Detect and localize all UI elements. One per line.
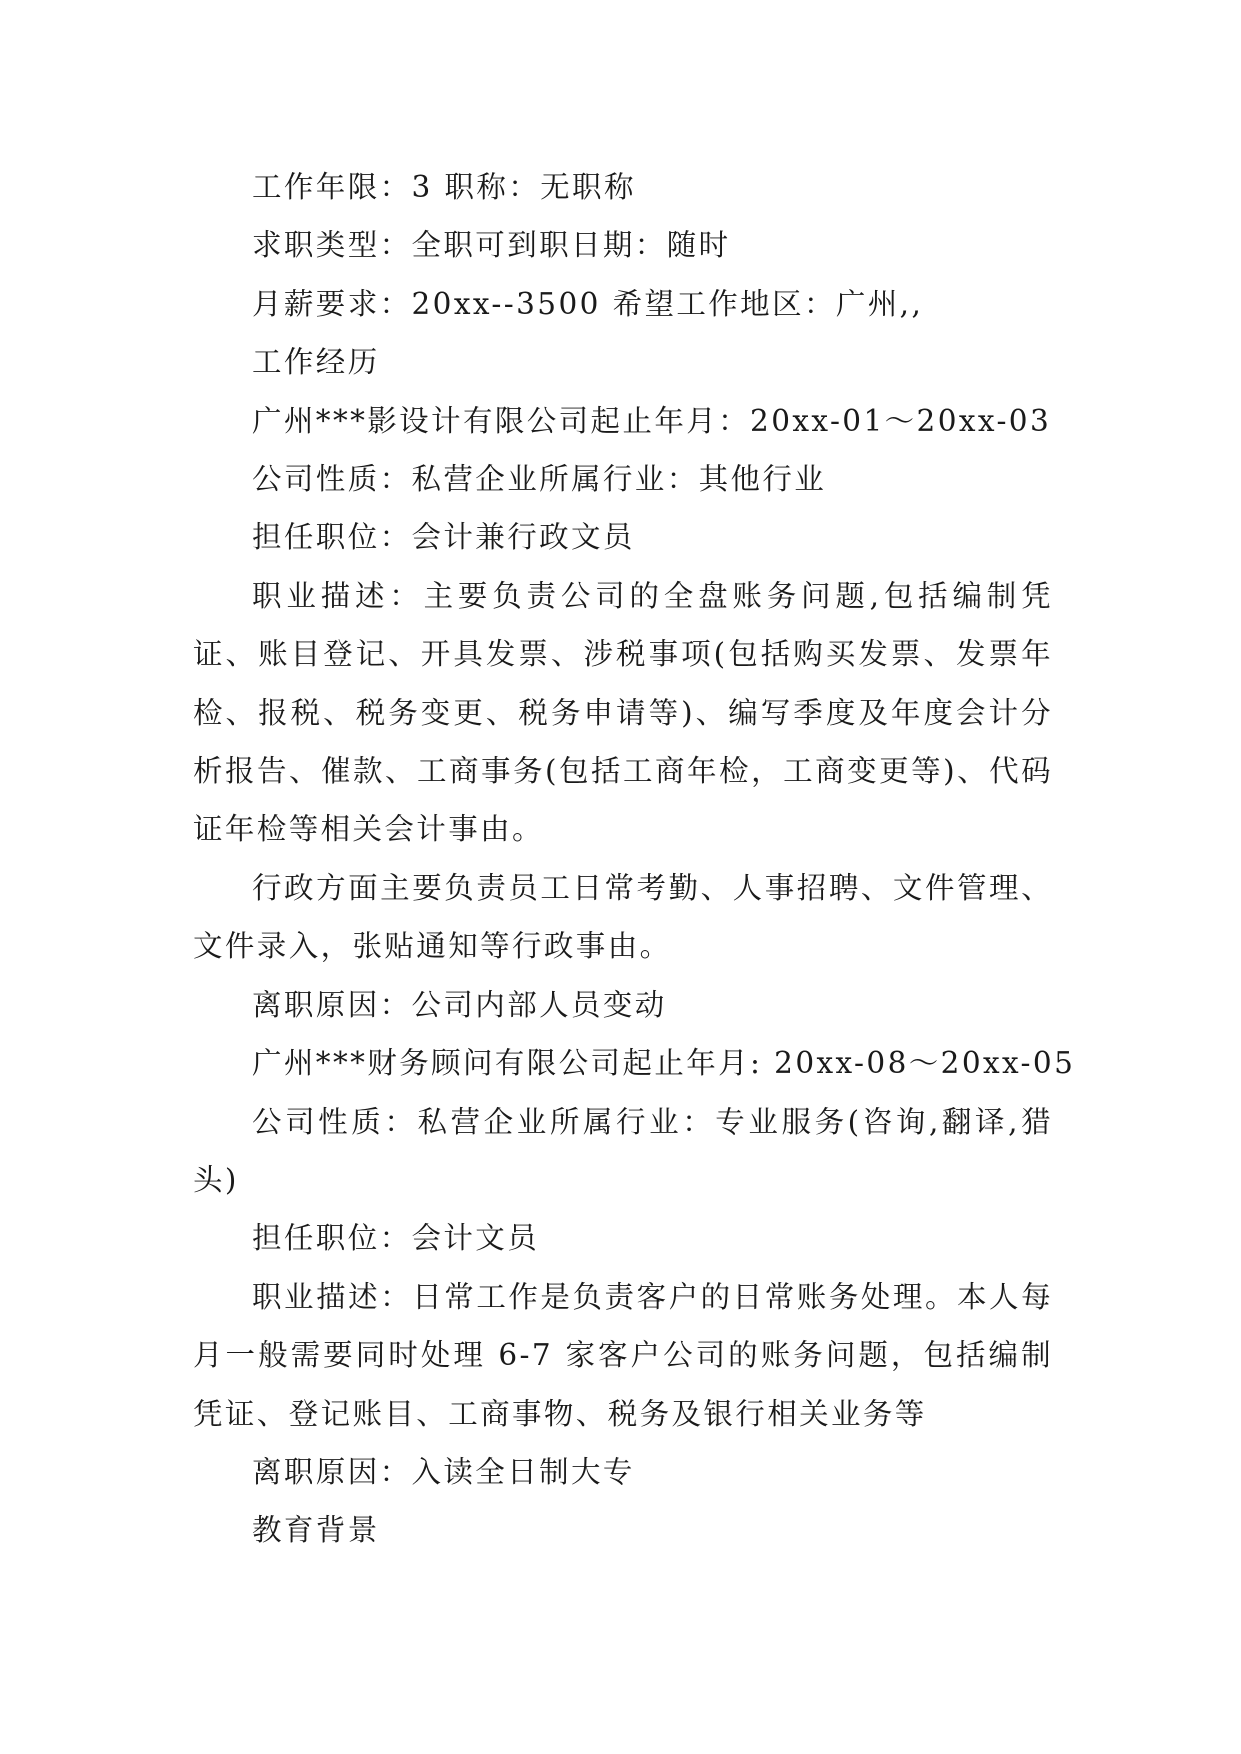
company-2-line: 广州***财务顾问有限公司起止年月: 20xx-08～20xx-05: [252, 1046, 1076, 1081]
company-2-nature: 公司性质：私营企业所属行业：专业服务(咨询,翻译,猎头): [193, 1104, 1053, 1197]
salary-line: 月薪要求：20xx--3500 希望工作地区：广州,,: [252, 286, 924, 321]
resume-body: [193, 158, 1076, 1560]
work-experience-heading: 工作经历: [252, 345, 380, 380]
job-type-line: 求职类型：全职可到职日期：随时: [252, 228, 731, 263]
company-1-nature: 公司性质：私营企业所属行业：其他行业: [252, 462, 827, 497]
company-1-line: 广州***影设计有限公司起止年月：20xx-01～20xx-03: [252, 403, 1052, 438]
education-heading: 教育背景: [252, 1513, 380, 1548]
company-2-leave-reason: 离职原因：入读全日制大专: [252, 1454, 635, 1489]
company-1-leave-reason: 离职原因：公司内部人员变动: [252, 987, 667, 1022]
company-2-position: 担任职位：会计文员: [252, 1221, 540, 1256]
company-1-description: 职业描述：主要负责公司的全盘账务问题,包括编制凭证、账目登记、开具发票、涉税事项(包括购买发票、发票年检、报税、税务变更、税务申请等)、编写季度及年度会计分析报告、催款、工商事务(包括工商年检，工商变更等)、代码证年检等相关会计事由。: [193, 578, 1053, 847]
company-1-position: 担任职位：会计兼行政文员: [252, 520, 635, 555]
company-2-description: 职业描述：日常工作是负责客户的日常账务处理。本人每月一般需要同时处理 6-7 家客户公司的账务问题，包括编制凭证、登记账目、工商事物、税务及银行相关业务等: [193, 1279, 1053, 1431]
work-years-line: 工作年限：3 职称：无职称: [252, 170, 636, 204]
company-1-admin-description: 行政方面主要负责员工日常考勤、人事招聘、文件管理、文件录入，张贴通知等行政事由。: [193, 870, 1053, 964]
